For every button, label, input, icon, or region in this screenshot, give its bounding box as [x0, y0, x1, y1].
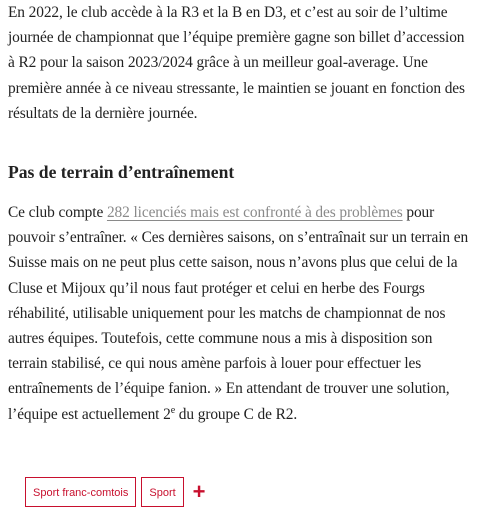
article-body — [8, 0, 474, 423]
article-paragraph — [8, 200, 474, 427]
section-heading: Pas de terrain d’entraînement — [8, 162, 235, 182]
paragraph-text: du groupe C de R2. — [175, 405, 298, 423]
plus-icon[interactable]: + — [192, 479, 206, 504]
article-link[interactable]: 282 licenciés mais est confronté à des problèmes — [106, 204, 403, 221]
paragraph-text: Ce club compte — [8, 204, 107, 221]
tag-sport-franc-comtois[interactable]: Sport franc-comtois — [25, 477, 136, 507]
ordinal-superscript: e — [170, 404, 176, 416]
tag-sport[interactable]: Sport — [141, 477, 183, 507]
paragraph-text: pour pouvoir s’entraîner. « Ces dernières saisons, on s’entraînait sur un terrain en Suisse mais on ne peut plus cette saison, nous n’avons plus que celui de la Cluse et Mijoux qu’il nous faut protéger et celui en herbe des Fourgs réhabilité, utilisable uniquement pour les matchs de championnat de nos autres équipes. Toutefois, cette commune nous a mis à disposition son terrain stabilisé, ce qui nous amène parfois à louer pour effectuer les entraînements de l’équipe fanion. » En attendant de trouver une solution, l’équipe est actuellement 2 — [8, 204, 469, 423]
article-paragraph: En 2022, le club accède à la R3 et la B en D3, et c’est au soir de l’ultime journée de championnat que l’équipe première gagne son billet d’accession à R2 pour la saison 2023/2024 grâce à un meilleur goal-average. Une première année à ce niveau stressante, le maintien se jouant en fonction des résultats de la dernière journée. — [8, 4, 465, 122]
tag-list — [25, 477, 206, 507]
